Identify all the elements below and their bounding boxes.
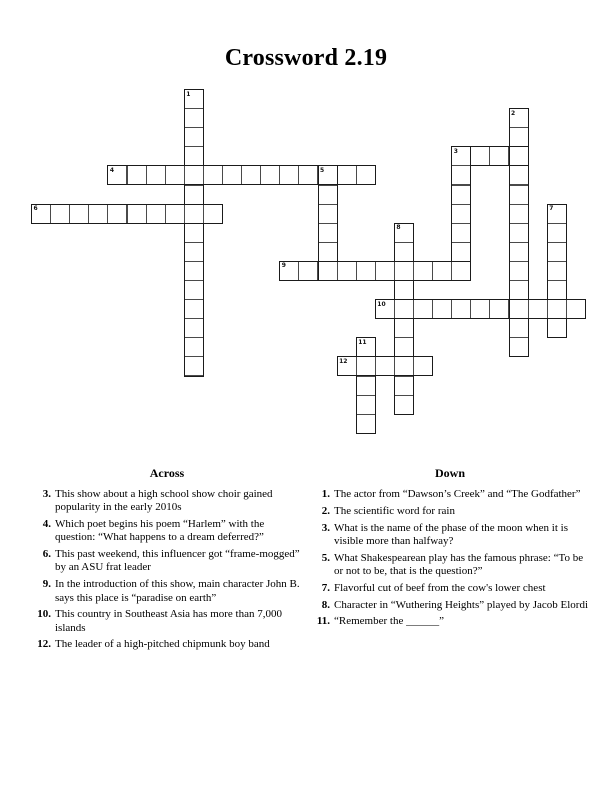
clue-item-text: In the introduction of this show, main character John B. says this place is “paradise on earth” — [55, 578, 300, 604]
grid-cell — [298, 165, 318, 185]
page-title: Crossword 2.19 — [224, 45, 388, 71]
grid-cell — [547, 242, 567, 262]
grid-cell — [31, 204, 51, 224]
grid-cell — [509, 204, 529, 224]
grid-cell — [509, 318, 529, 338]
grid-cell-number: 6 — [33, 205, 38, 213]
grid-cell — [394, 223, 414, 243]
grid-cell — [107, 165, 127, 185]
grid-cell — [470, 299, 490, 319]
grid-cell — [184, 204, 204, 224]
grid-cell — [413, 299, 433, 319]
grid-cell — [451, 223, 471, 243]
grid-cell-number: 8 — [396, 224, 401, 232]
clue-item-text: Which poet begins his poem “Harlem” with the question: “What happens to a dream deferred?” — [55, 518, 265, 544]
grid-cell — [184, 280, 204, 300]
grid-cell — [337, 356, 357, 376]
grid-cell — [279, 165, 299, 185]
grid-cell — [127, 165, 147, 185]
grid-cell — [375, 356, 395, 376]
grid-cell — [413, 261, 433, 281]
grid-cell — [566, 299, 586, 319]
grid-cell — [451, 185, 471, 205]
grid-cell — [203, 165, 223, 185]
clue-item-number: 11. — [316, 615, 330, 628]
grid-cell-number: 3 — [453, 147, 458, 155]
grid-cell — [394, 395, 414, 415]
grid-cell — [184, 146, 204, 166]
grid-cell — [88, 204, 108, 224]
clue-item-number: 9. — [42, 578, 51, 591]
grid-cell-number: 12 — [339, 357, 348, 365]
grid-cell — [184, 185, 204, 205]
grid-cell-number: 5 — [320, 166, 325, 174]
grid-cell — [241, 165, 261, 185]
grid-cell-number: 1 — [186, 90, 191, 98]
grid-cell — [184, 108, 204, 128]
grid-cell — [146, 204, 166, 224]
grid-cell — [547, 261, 567, 281]
clue-item-number: 1. — [321, 488, 330, 500]
down-section — [312, 466, 588, 632]
grid-cell — [184, 165, 204, 185]
grid-cell — [318, 242, 338, 262]
grid-cell — [50, 204, 70, 224]
clue-item-text: The scientific word for rain — [334, 504, 455, 517]
grid-cell — [184, 223, 204, 243]
clue-item-number: 4. — [42, 518, 51, 531]
clue-item-number: 12. — [37, 638, 51, 651]
grid-cell — [356, 337, 376, 357]
grid-cell — [547, 223, 567, 243]
grid-cell — [528, 299, 548, 319]
grid-cell — [394, 299, 414, 319]
grid-cell — [184, 89, 204, 109]
grid-cell — [509, 261, 529, 281]
clue-item — [312, 552, 588, 579]
grid-cell — [509, 146, 529, 166]
grid-cell — [146, 165, 166, 185]
grid-cell — [318, 165, 338, 185]
grid-cell — [432, 299, 452, 319]
clue-item-number: 8. — [321, 598, 330, 611]
clue-item-text: The actor from “Dawson’s Creek” and “The Godfather” — [334, 488, 581, 500]
grid-cell — [509, 165, 529, 185]
grid-cell — [260, 165, 280, 185]
clue-item — [33, 488, 301, 515]
grid-cell — [451, 146, 471, 166]
grid-cell — [394, 280, 414, 300]
grid-cell — [356, 261, 376, 281]
grid-cell — [318, 261, 338, 281]
grid-cell — [222, 165, 242, 185]
grid-cell — [184, 356, 204, 376]
grid-cell — [127, 204, 147, 224]
grid-cell — [509, 280, 529, 300]
grid-cell — [69, 204, 89, 224]
clue-item — [312, 599, 588, 612]
down-header: Down — [434, 466, 465, 480]
clue-item — [33, 578, 301, 605]
grid-cell — [547, 299, 567, 319]
grid-cell — [165, 204, 185, 224]
clue-item-text: The leader of a high-pitched chipmunk boy band — [55, 638, 270, 651]
clue-item — [33, 638, 301, 651]
across-header: Across — [149, 466, 185, 480]
grid-cell — [509, 127, 529, 147]
grid-cell — [184, 242, 204, 262]
clue-item-number: 5. — [321, 551, 330, 564]
clue-item-number: 3. — [42, 488, 51, 500]
grid-cell — [318, 204, 338, 224]
grid-cell — [394, 242, 414, 262]
grid-cell — [184, 261, 204, 281]
clue-item-text: This show about a high school show choir gained popularity in the early 2010s — [55, 488, 273, 514]
clue-item — [312, 488, 588, 501]
grid-cell — [356, 414, 376, 434]
grid-cell-number: 10 — [377, 300, 386, 308]
grid-cell — [356, 356, 376, 376]
grid-cell — [298, 261, 318, 281]
grid-cell — [470, 146, 490, 166]
grid-cell — [165, 165, 185, 185]
grid-cell — [279, 261, 299, 281]
grid-cell — [451, 299, 471, 319]
grid-cell — [356, 165, 376, 185]
clue-item-text: What is the name of the phase of the moon when it is visible more than halfway? — [334, 521, 568, 547]
grid-cell — [394, 376, 414, 396]
grid-cell — [547, 280, 567, 300]
clue-item — [312, 582, 588, 595]
grid-cell — [451, 242, 471, 262]
grid-cell-number: 4 — [109, 166, 115, 174]
clue-item — [33, 518, 301, 545]
clue-item-number: 3. — [321, 521, 330, 534]
clue-item — [33, 548, 301, 575]
grid-cell — [394, 356, 414, 376]
grid-cell — [509, 242, 529, 262]
grid-cell — [509, 108, 529, 128]
grid-cell — [337, 165, 357, 185]
grid-cell — [489, 146, 509, 166]
grid-cell — [547, 318, 567, 338]
grid-cell — [413, 356, 433, 376]
clue-item — [33, 608, 301, 635]
down-clues — [312, 488, 588, 629]
grid-cell-number: 11 — [358, 338, 367, 346]
clue-item-text: Flavorful cut of beef from the cow's lower chest — [334, 581, 546, 594]
grid-cell — [509, 337, 529, 357]
clue-item-number: 7. — [321, 581, 330, 594]
grid-cell — [107, 204, 127, 224]
grid-cell-number: 2 — [511, 109, 516, 117]
grid-cell — [184, 127, 204, 147]
grid-cell — [184, 318, 204, 338]
across-clues — [33, 488, 301, 652]
grid-cell-number: 9 — [281, 262, 286, 270]
clue-item-text: This country in Southeast Asia has more than 7,000 islands — [55, 608, 282, 634]
grid-cell — [356, 395, 376, 415]
grid-cell — [451, 165, 471, 185]
clue-item — [312, 522, 588, 549]
grid-cell — [318, 185, 338, 205]
grid-cell-number: 7 — [549, 205, 554, 213]
clue-item — [312, 505, 588, 518]
grid-cell — [337, 261, 357, 281]
across-section — [33, 466, 301, 655]
grid-cell — [509, 223, 529, 243]
grid-cell — [318, 223, 338, 243]
clue-item-text: What Shakespearean play has the famous phrase: “To be or not to be, that is the question?” — [334, 551, 584, 577]
clue-item-text: This past weekend, this influencer got “frame-mogged” by an ASU frat leader — [55, 548, 300, 574]
grid-cell — [394, 337, 414, 357]
clue-item — [312, 615, 588, 628]
clue-item-number: 10. — [37, 608, 51, 621]
grid-cell — [184, 299, 204, 319]
grid-cell — [509, 299, 529, 319]
grid-cell — [394, 318, 414, 338]
grid-cell — [489, 299, 509, 319]
clue-item-number: 6. — [42, 548, 51, 561]
grid-cell — [432, 261, 452, 281]
grid-cell — [184, 337, 204, 357]
grid-cell — [375, 261, 395, 281]
clue-item-text: Character in “Wuthering Heights” played by Jacob Elordi — [334, 598, 588, 611]
clue-item-text: “Remember the ______” — [334, 615, 444, 628]
grid-cell — [509, 185, 529, 205]
grid-cell — [203, 204, 223, 224]
grid-cell — [394, 261, 414, 281]
clue-item-number: 2. — [321, 504, 330, 517]
grid-cell — [451, 261, 471, 281]
grid-cell — [547, 204, 567, 224]
grid-cell — [356, 376, 376, 396]
grid-cell — [451, 204, 471, 224]
grid-cell — [375, 299, 395, 319]
